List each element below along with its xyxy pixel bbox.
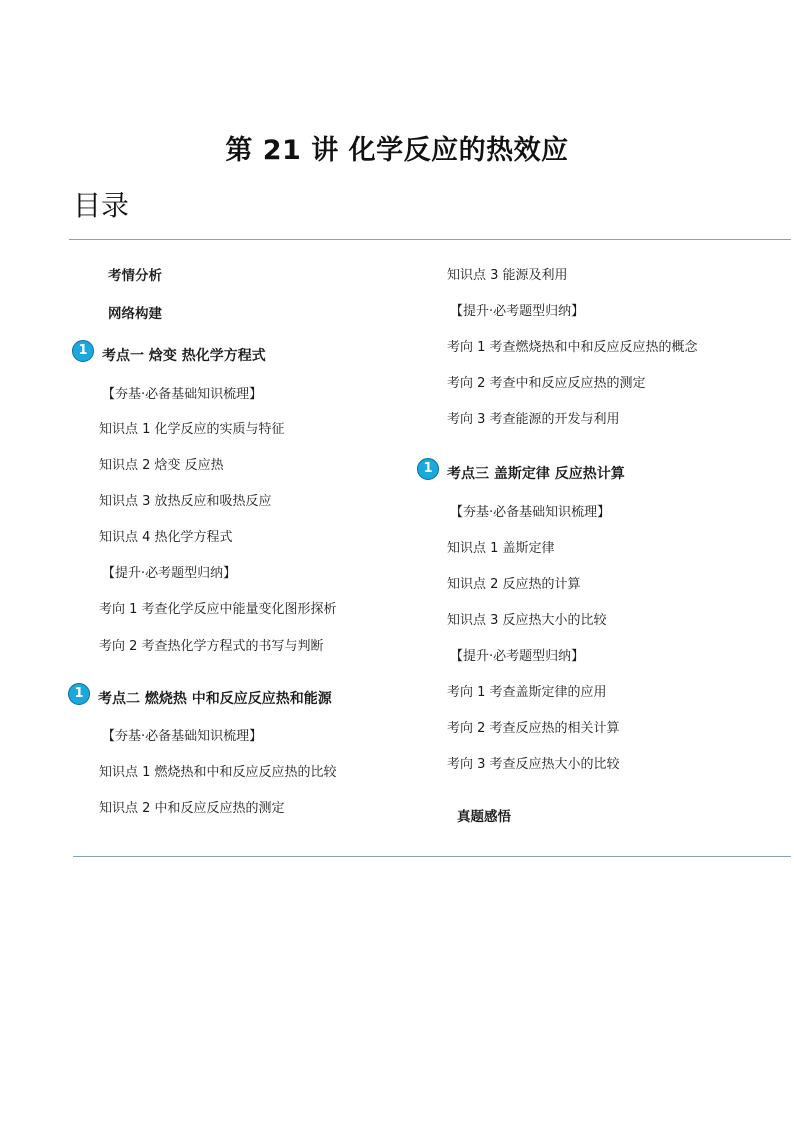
toc-entry-link[interactable]: 知识点 1 化学反应的实质与特征 xyxy=(99,422,285,437)
section-number-badge: 1 xyxy=(72,340,94,362)
toc-entry-link[interactable]: 考向 2 考查中和反应反应热的测定 xyxy=(447,376,646,391)
toc-entry-link[interactable]: 考向 2 考查热化学方程式的书写与判断 xyxy=(99,639,324,654)
toc-entry-link[interactable]: 考向 1 考查化学反应中能量变化图形探析 xyxy=(99,602,337,617)
toc-section-link[interactable]: 考点一 焓变 热化学方程式 xyxy=(102,348,266,364)
toc-entry-link[interactable]: 考向 1 考查盖斯定律的应用 xyxy=(447,685,607,700)
toc-entry-link[interactable]: 【提升·必考题型归纳】 xyxy=(450,649,585,664)
toc-section-link[interactable]: 考点二 燃烧热 中和反应反应热和能源 xyxy=(98,691,332,707)
divider-top xyxy=(69,239,791,240)
toc-entry-link[interactable]: 真题感悟 xyxy=(457,809,511,825)
toc-entry-link[interactable]: 【夯基·必备基础知识梳理】 xyxy=(450,505,611,520)
toc-entry-link[interactable]: 考向 2 考查反应热的相关计算 xyxy=(447,721,620,736)
page-title: 第 21 讲 化学反应的热效应 xyxy=(225,135,569,166)
toc-entry-link[interactable]: 考向 1 考查燃烧热和中和反应反应热的概念 xyxy=(447,340,698,355)
toc-entry-link[interactable]: 知识点 4 热化学方程式 xyxy=(99,530,233,545)
toc-entry-link[interactable]: 知识点 1 盖斯定律 xyxy=(447,541,555,556)
toc-entry-link[interactable]: 考向 3 考查能源的开发与利用 xyxy=(447,412,620,427)
toc-entry-link[interactable]: 网络构建 xyxy=(108,306,162,322)
toc-entry-link[interactable]: 【提升·必考题型归纳】 xyxy=(450,304,585,319)
toc-entry-link[interactable]: 知识点 3 能源及利用 xyxy=(447,268,568,283)
toc-section-link[interactable]: 考点三 盖斯定律 反应热计算 xyxy=(447,466,625,482)
toc-entry-link[interactable]: 【夯基·必备基础知识梳理】 xyxy=(102,729,263,744)
toc-entry-link[interactable]: 知识点 1 燃烧热和中和反应反应热的比较 xyxy=(99,765,337,780)
section-number-badge: 1 xyxy=(417,458,439,480)
section-number-badge: 1 xyxy=(68,683,90,705)
toc-entry-link[interactable]: 知识点 3 放热反应和吸热反应 xyxy=(99,494,272,509)
toc-entry-link[interactable]: 【夯基·必备基础知识梳理】 xyxy=(102,387,263,402)
toc-heading: 目录 xyxy=(73,189,130,222)
toc-entry-link[interactable]: 考向 3 考查反应热大小的比较 xyxy=(447,757,620,772)
toc-entry-link[interactable]: 【提升·必考题型归纳】 xyxy=(102,566,237,581)
toc-entry-link[interactable]: 知识点 2 反应热的计算 xyxy=(447,577,581,592)
toc-entry-link[interactable]: 考情分析 xyxy=(108,268,162,284)
toc-entry-link[interactable]: 知识点 2 焓变 反应热 xyxy=(99,458,224,473)
toc-entry-link[interactable]: 知识点 3 反应热大小的比较 xyxy=(447,613,607,628)
divider-bottom xyxy=(73,856,791,857)
toc-entry-link[interactable]: 知识点 2 中和反应反应热的测定 xyxy=(99,801,285,816)
